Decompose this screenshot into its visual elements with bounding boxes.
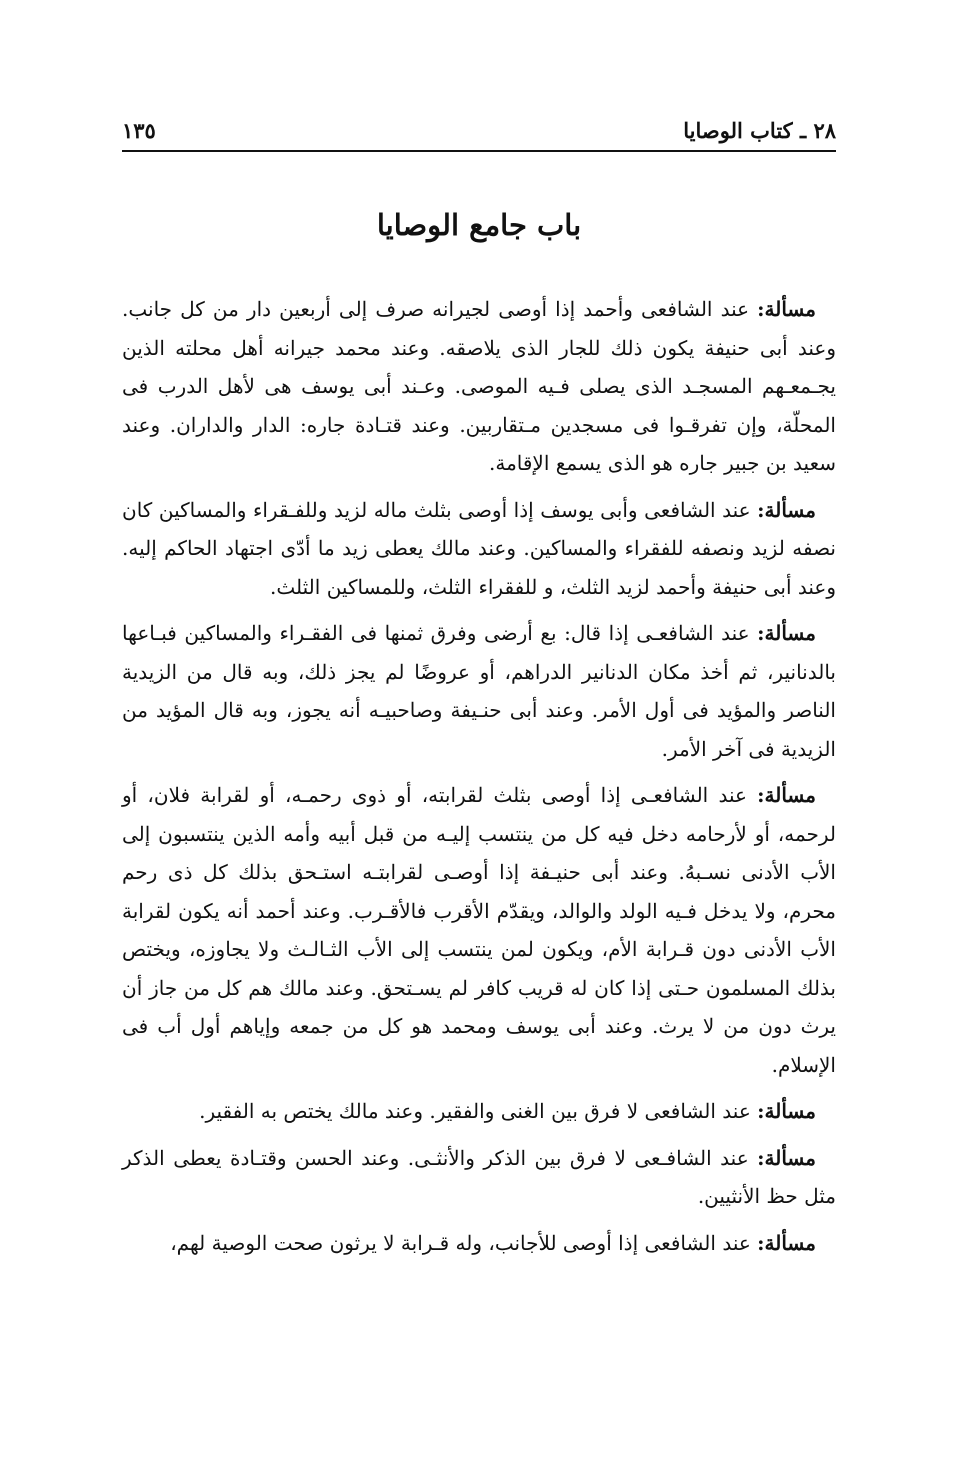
book-title: ٢٨ ـ كتاب الوصايا (683, 118, 836, 143)
masala-text: عند الشافعى إذا أوصى للأجانب، وله قـرابة لا يرثون صحت الوصية لهم، (170, 1230, 758, 1255)
page-number: ١٣٥ (122, 118, 156, 143)
masala-paragraph (122, 1139, 836, 1216)
chapter-heading: باب جامع الوصايا (376, 208, 582, 242)
masala-label: مسألة: (757, 297, 816, 321)
masala-paragraph (122, 290, 836, 483)
masala-text: عند الشافعى لا فرق بين الغنى والفقير. وعند مالك يختص به الفقير. (199, 1099, 758, 1123)
masala-paragraph (122, 1092, 836, 1131)
masala-text: عند الشافعى وأحمد إذا أوصى لجيرانه صرف إلى أربعين دار من كل جانب. وعند أبى حنيفة يكون ذلك للجار الذى يلاصقه. وعند محمد جيرانه أهل محلته الذين يجـمعـهم المسجـد الذى يصلى فـيه الموصى. وعـند أبى يوسف هى لأهل الدرب فى المحلّة، وإن تفرقـوا فى مسجدين مـتقاربين. وعند قتـادة جاره: الدار والداران. وعند سعيد بن جبير جاره هو الذى يسمع الإقامة. (122, 297, 836, 475)
body-text (122, 290, 836, 1270)
masala-paragraph (122, 491, 836, 607)
masala-label: مسألة: (757, 1099, 816, 1123)
masala-text: عند الشافعـى إذا قال: بع أرضى وفرق ثمنها فى الفقـراء والمساكين فبـاعها بالدنانير، ثم أخذ مكان الدنانير الدراهم، أو عروضًا لم يجز ذلك، وبه قال من الزيدية الناصر والمؤيد فى أول الأمر. وعند أبى حنـيفة وصاحبيـه أنه يجوز، وبه قال المؤيد من الزيدية فى آخر الأمر. (122, 621, 836, 761)
masala-label: مسألة: (757, 621, 816, 645)
masala-label: مسألة: (757, 1145, 816, 1170)
masala-text: عند الشافعـى إذا أوصى بثلث لقرابته، أو ذوى رحمـه، أو لقرابة فلان، أو لرحمه، أو لأرحامه دخل فيه كل من ينتسب إليـه من قبل أبيه وأمه الذين ينتسبون إلى الأب الأدنى نسـبهُ. وعند أبى حنيـفة إذا أوصـى لقرابتـه استـحق بذلك كل ذى رحم محرم، ولا يدخل فـيه الولد والوالد، ويقدّم الأقرب فالأقـرب. وعند أحمد أنه يكون لقرابة الأب الأدنى دون قـرابة الأم، ويكون لمن ينتسب إلى الأب الثـالـث ولا يجاوزه، ويختص بذلك المسلمون حـتى إذا كان له قريب كافر لم يسـتحق. وعند مالك هم كل من جاز أن يرث دون من لا يرث. وعند أبى يوسف ومحمد هو كل من جمعه وإياهم أول أب فى الإسلام. (122, 783, 836, 1077)
masala-paragraph (122, 776, 836, 1084)
masala-text: عند الشافـعى لا فرق بين الذكر والأنثـى. وعند الحسن وقتـادة يعطى الذكر مثل حظ الأنثيين. (122, 1145, 836, 1208)
masala-text: عند الشافعى وأبى يوسف إذا أوصى بثلث ماله لزيد وللفـقراء والمساكين كان نصفه لزيد ونصفه للفقراء والمساكين. وعند مالك يعطى زيد ما أدّى اجتهاد الحاكم إليه. وعند أبى حنيفة وأحمد لزيد الثلث، و للفقراء الثلث، وللمساكين الثلث. (122, 497, 836, 599)
masala-paragraph (122, 614, 836, 768)
masala-label: مسألة: (757, 783, 816, 807)
masala-label: مسألة: (757, 497, 816, 522)
masala-paragraph (122, 1224, 836, 1263)
masala-label: مسألة: (757, 1230, 816, 1255)
book-page (122, 110, 836, 1360)
running-header (122, 110, 836, 152)
